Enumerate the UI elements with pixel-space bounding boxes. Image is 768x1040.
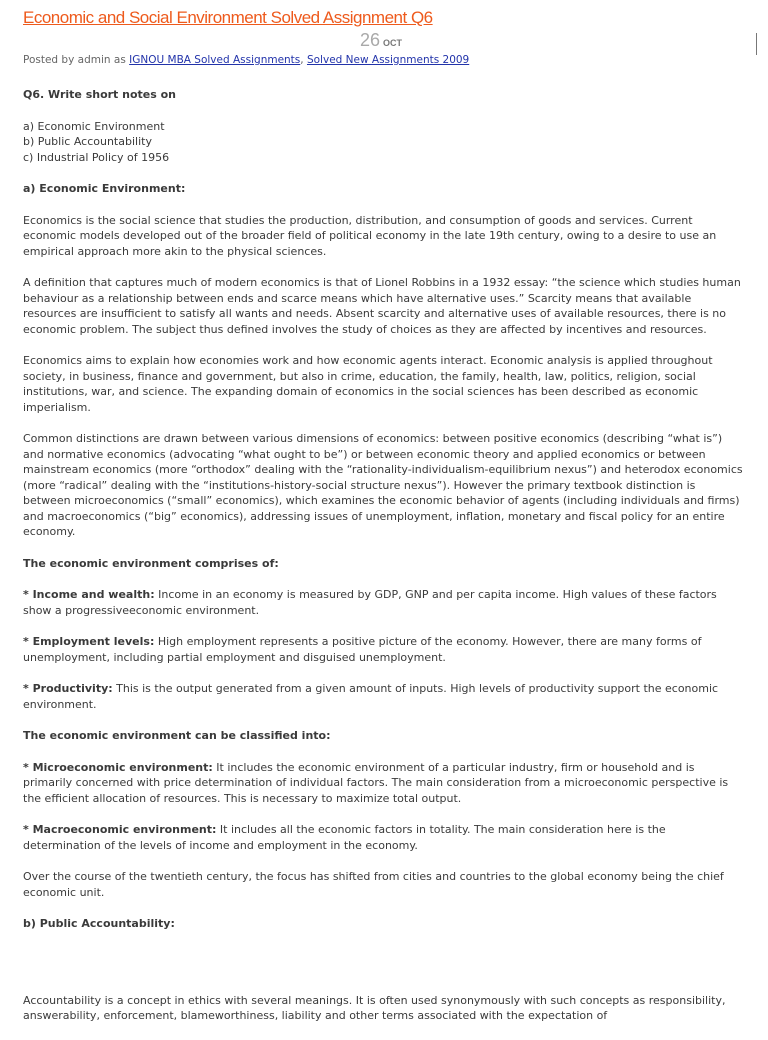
paragraph: Over the course of the twentieth century, the focus has shifted from cities and countries to the global economy being the chief economic unit. xyxy=(23,870,724,899)
category-link-solved-2009[interactable]: Solved New Assignments 2009 xyxy=(306,54,470,66)
section-heading-public-accountability: b) Public Accountability: xyxy=(23,917,175,930)
scrollbar-edge xyxy=(756,33,757,55)
paragraph: A definition that captures much of modern economics is that of Lionel Robbins in a 1932 essay: “the science which studies human behaviour as a relationship between ends and scarce means which have alternative uses.” Scarcity means that available resources are insufficient to satisfy all wants and needs. Absent scarcity and alternative uses of available resources, there is no economic problem. The subject thus defined involves the study of choices as they are affected by incentives and resources. xyxy=(23,276,741,336)
post-title[interactable]: Economic and Social Environment Solved Assignment Q6 xyxy=(23,8,433,27)
bullet-label: * Microeconomic environment: xyxy=(23,760,213,774)
topic-item: a) Economic Environment xyxy=(23,119,165,133)
post-date xyxy=(360,30,403,52)
topic-item: c) Industrial Policy of 1956 xyxy=(23,150,170,164)
bullet-label: * Income and wealth: xyxy=(23,588,155,601)
post-body xyxy=(23,87,745,1040)
bullet-text: This is the output generated from a given amount of inputs. High levels of productivity support the economic environment. xyxy=(23,682,719,711)
bullet-text: High employment represents a positive picture of the economy. However, there are many forms of unemployment, including partial employment and disguised unemployment. xyxy=(23,635,702,664)
spacer xyxy=(23,948,745,993)
topic-item: b) Public Accountability xyxy=(23,135,152,148)
question-heading: Q6. Write short notes on xyxy=(23,88,177,101)
bullet-productivity xyxy=(23,681,745,712)
post-meta xyxy=(23,53,469,69)
bullet-label: * Employment levels: xyxy=(23,635,155,648)
bullet-text: It includes all the economic factors in totality. The main consideration here is the determination of the levels of income and employment in the economy. xyxy=(23,823,666,852)
paragraph: Economics is the social science that studies the production, distribution, and consumption of goods and services. Current economic models developed out of the broader field of political economy in the late 19th century, owing to a desire to use an empirical approach more akin to the physical sciences. xyxy=(23,213,717,258)
topics-list xyxy=(23,119,745,166)
post-meta-prefix: Posted by admin as xyxy=(23,54,130,66)
bullet-label: * Productivity: xyxy=(23,682,113,695)
subheading-classified: The economic environment can be classified into: xyxy=(23,729,331,742)
bullet-micro xyxy=(23,760,745,807)
bullet-label: * Macroeconomic environment: xyxy=(23,823,217,836)
category-separator: , xyxy=(300,54,307,66)
post-date-month: OCT xyxy=(383,38,403,48)
bullet-text: Income in an economy is measured by GDP, GNP and per capita income. High values of these factors show a progressiveeconomic environment. xyxy=(23,588,717,617)
subheading-comprises: The economic environment comprises of: xyxy=(23,556,279,570)
section-heading-economic-environment: a) Economic Environment: xyxy=(23,182,186,195)
bullet-income xyxy=(23,587,745,618)
paragraph: Economics aims to explain how economies work and how economic agents interact. Economic analysis is applied throughout society, in business, finance and government, but also in crime, education, the family, health, law, politics, religion, social institutions, war, and science. The expanding domain of economics in the social sciences has been described as economic imperialism. xyxy=(23,354,713,414)
post-date-day: 26 xyxy=(360,30,381,50)
bullet-text: It includes the economic environment of a particular industry, firm or household and is primarily concerned with price determination of individual factors. The main consideration from a microeconomic perspective is the efficient allocation of resources. This is necessary to maximize total output. xyxy=(23,760,729,805)
paragraph: Common distinctions are drawn between various dimensions of economics: between positive economics (describing “what is”) and normative economics (advocating “what ought to be”) or between economic theory and applied economics or between mainstream economics (more “orthodox” dealing with the “rationality-individualism-equilibrium nexus”) and heterodox economics (more “radical” dealing with the “institutions-history-social structure nexus”). However the primary textbook distinction is between microeconomics (“small” economics), which examines the economic behavior of agents (including individuals and firms) and macroeconomics (“big” economics), addressing issues of unemployment, inflation, monetary and fiscal policy for an entire economy. xyxy=(23,432,743,538)
bullet-macro xyxy=(23,822,745,853)
category-link-ignou[interactable]: IGNOU MBA Solved Assignments xyxy=(129,54,301,66)
paragraph: Accountability is a concept in ethics with several meanings. It is often used synonymously with such concepts as responsibility, answerability, enforcement, blameworthiness, liability and other terms associated with the expectation of xyxy=(23,993,726,1022)
bullet-employment xyxy=(23,634,745,665)
